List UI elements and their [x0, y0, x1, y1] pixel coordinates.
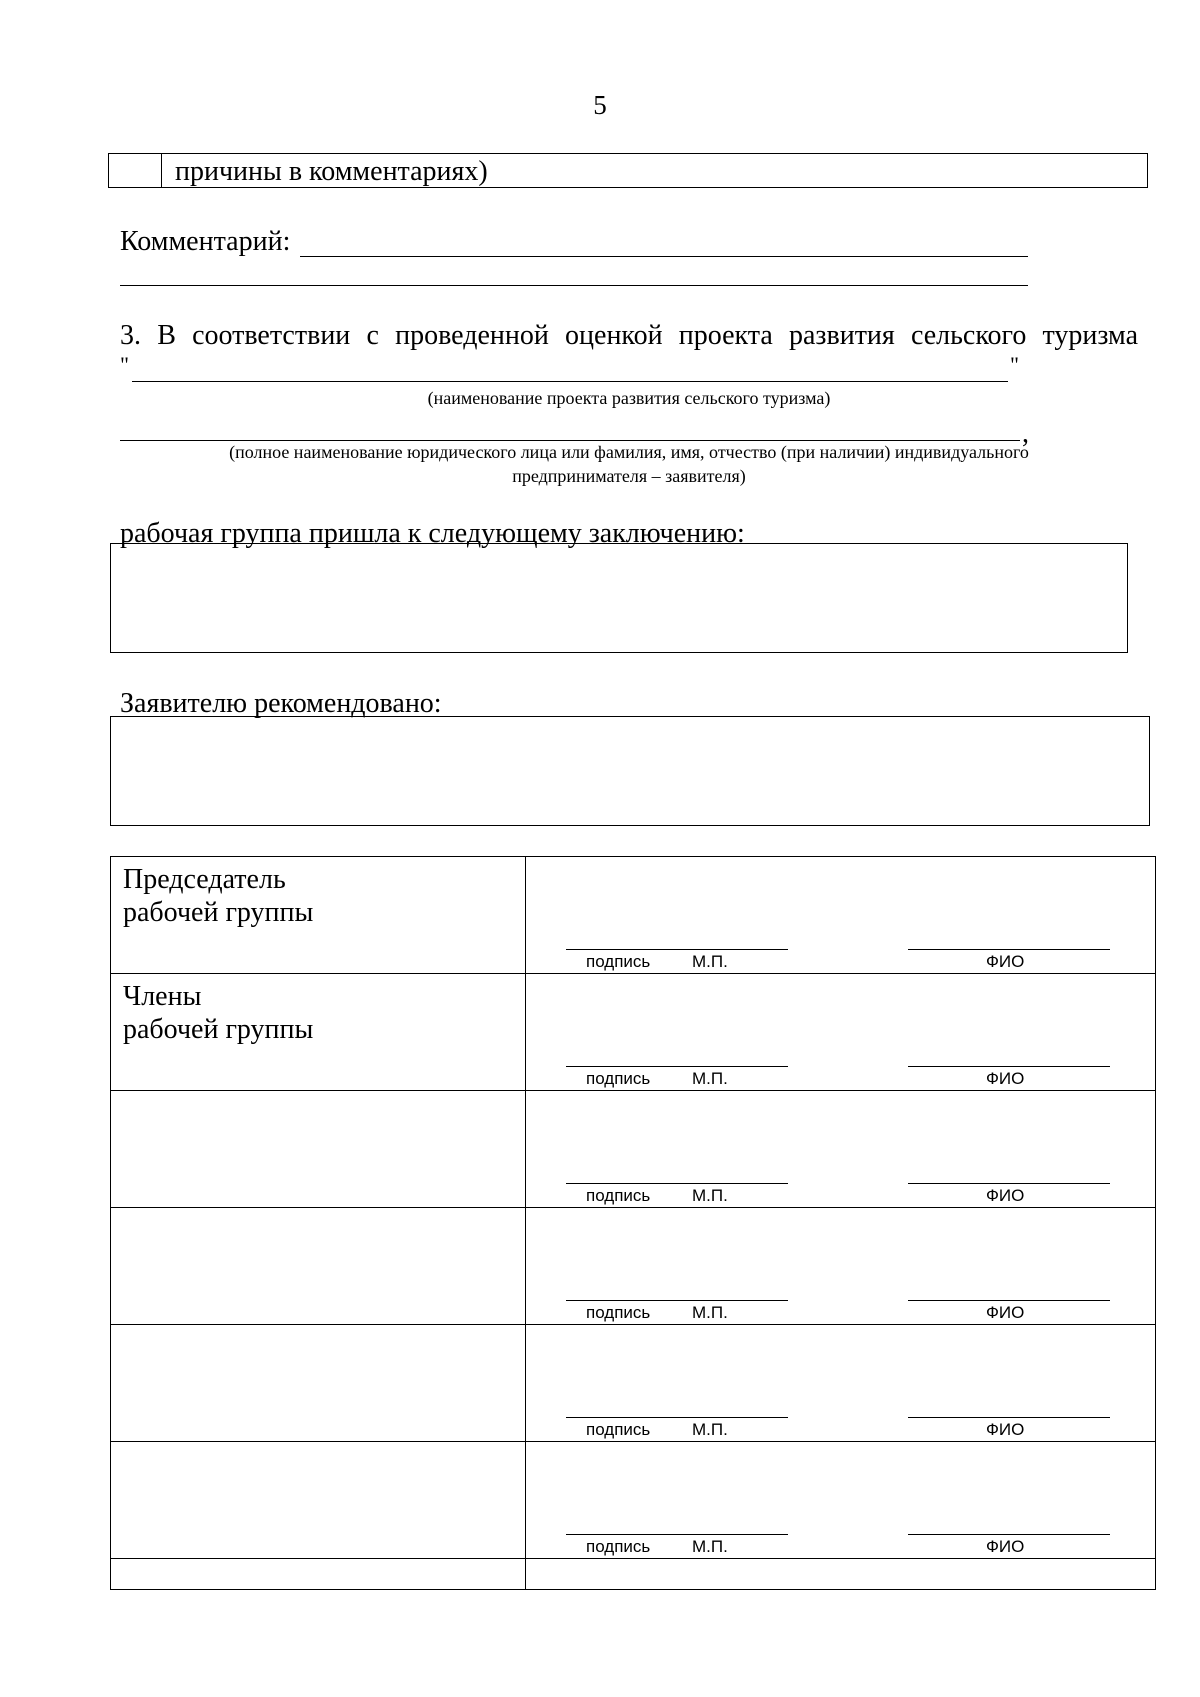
fio-line[interactable]	[908, 1183, 1110, 1184]
comment-label: Комментарий:	[120, 226, 291, 257]
applicant-caption-line-2: предпринимателя – заявителя)	[512, 466, 746, 486]
section-3-text: 3. В соответствии с проведенной оценкой проекта развития сельского туризма	[120, 320, 1138, 351]
recommended-box[interactable]	[110, 716, 1150, 826]
role-cell	[111, 1325, 526, 1442]
signature-caption: подпись	[586, 1420, 651, 1439]
stamp-caption: М.П.	[692, 1537, 728, 1556]
fio-caption: ФИО	[986, 1420, 1025, 1439]
page-number: 5	[593, 90, 607, 120]
signature-line[interactable]	[566, 1183, 788, 1184]
fio-caption: ФИО	[986, 1303, 1025, 1322]
signature-cell	[526, 857, 1156, 974]
signature-line[interactable]	[566, 1417, 788, 1418]
signature-line[interactable]	[566, 1534, 788, 1535]
conclusion-box[interactable]	[110, 543, 1128, 653]
project-name-caption: (наименование проекта развития сельского туризма)	[427, 388, 831, 408]
signature-cell	[526, 1325, 1156, 1442]
applicant-comma: ,	[1022, 418, 1029, 449]
quote-close: "	[1010, 352, 1019, 377]
top-row-empty-cell	[109, 154, 162, 187]
signature-caption: подпись	[586, 1069, 651, 1088]
empty-cell	[111, 1559, 526, 1590]
fio-caption: ФИО	[986, 1537, 1025, 1556]
fio-caption: ФИО	[986, 1186, 1025, 1205]
fio-line[interactable]	[908, 1300, 1110, 1301]
signature-table	[110, 856, 1156, 1590]
empty-cell	[526, 1559, 1156, 1590]
conclusion-label: рабочая группа пришла к следующему заключению:	[120, 518, 745, 549]
signature-caption: подпись	[586, 1303, 651, 1322]
signature-row	[111, 974, 1156, 1091]
signature-cell	[526, 1208, 1156, 1325]
signature-line[interactable]	[566, 1066, 788, 1067]
recommended-label: Заявителю рекомендовано:	[120, 688, 442, 719]
signature-caption: подпись	[586, 952, 651, 971]
signature-row	[111, 1442, 1156, 1559]
signature-row	[111, 1208, 1156, 1325]
quote-open: "	[120, 352, 129, 377]
signature-line[interactable]	[566, 949, 788, 950]
role-cell	[111, 1091, 526, 1208]
signature-row	[111, 1091, 1156, 1208]
fio-caption: ФИО	[986, 952, 1025, 971]
comment-line-2[interactable]	[120, 285, 1028, 286]
chairman-role	[123, 863, 313, 929]
applicant-name-line[interactable]	[120, 440, 1020, 441]
top-row-text: причины в комментариях)	[175, 156, 488, 187]
comment-line-1[interactable]	[300, 256, 1028, 257]
fio-caption: ФИО	[986, 1069, 1025, 1088]
project-name-line[interactable]	[132, 381, 1008, 382]
members-role	[123, 980, 313, 1046]
stamp-caption: М.П.	[692, 1069, 728, 1088]
members-role-line-2: рабочей группы	[123, 1014, 314, 1045]
signature-cell	[526, 974, 1156, 1091]
role-cell	[111, 857, 526, 974]
signature-cell	[526, 1091, 1156, 1208]
signature-caption: подпись	[586, 1537, 651, 1556]
fio-line[interactable]	[908, 1417, 1110, 1418]
signature-row	[111, 857, 1156, 974]
signature-line[interactable]	[566, 1300, 788, 1301]
applicant-caption-line-1: (полное наименование юридического лица или фамилия, имя, отчество (при наличии) индивидуального	[229, 442, 1029, 462]
signature-cell	[526, 1442, 1156, 1559]
fio-line[interactable]	[908, 1066, 1110, 1067]
fio-line[interactable]	[908, 949, 1110, 950]
chairman-role-line-1: Председатель	[123, 864, 286, 895]
empty-table-row	[111, 1559, 1156, 1590]
role-cell	[111, 1442, 526, 1559]
stamp-caption: М.П.	[692, 1186, 728, 1205]
stamp-caption: М.П.	[692, 952, 728, 971]
top-table-row	[108, 153, 1148, 188]
chairman-role-line-2: рабочей группы	[123, 897, 314, 928]
members-role-line-1: Члены	[123, 981, 202, 1012]
role-cell	[111, 974, 526, 1091]
signature-row	[111, 1325, 1156, 1442]
stamp-caption: М.П.	[692, 1303, 728, 1322]
fio-line[interactable]	[908, 1534, 1110, 1535]
role-cell	[111, 1208, 526, 1325]
stamp-caption: М.П.	[692, 1420, 728, 1439]
signature-caption: подпись	[586, 1186, 651, 1205]
